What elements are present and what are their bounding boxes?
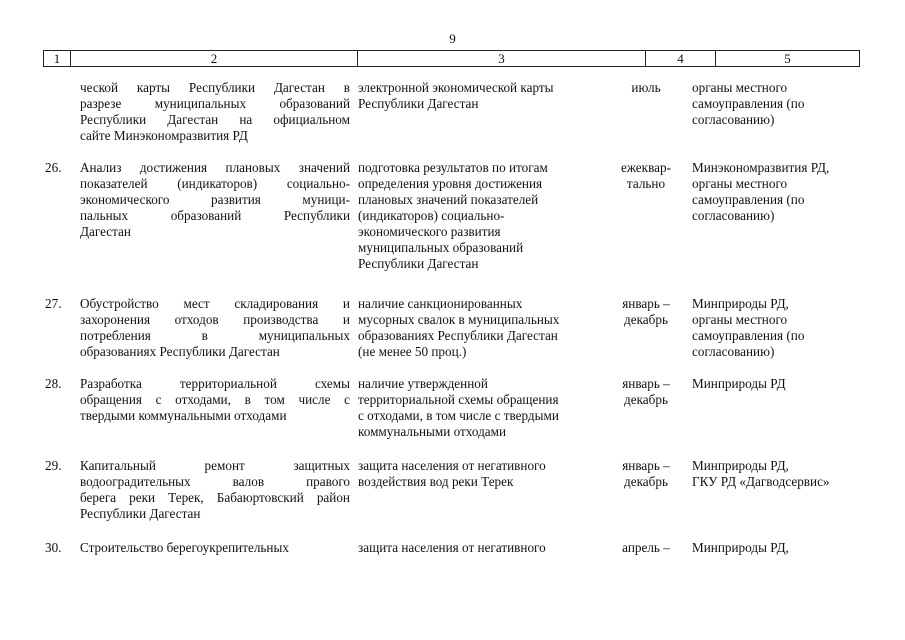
text-line: территориальной схемы обращения	[358, 392, 559, 407]
text-line: согласованию)	[692, 344, 775, 359]
text-line: апрель –	[622, 540, 670, 555]
text-line: согласованию)	[692, 208, 775, 223]
text-line: воздействия вод реки Терек	[358, 474, 514, 489]
cell-responsible	[692, 160, 858, 224]
header-col-5: 5	[784, 51, 791, 66]
text-line: определения уровня достижения	[358, 176, 543, 191]
text-line: коммунальными отходами	[358, 424, 507, 439]
text-line: органы местного	[692, 176, 788, 191]
text-line: Капитальный ремонт защитных	[80, 458, 350, 473]
text-line: Республики Дагестан на официальном	[80, 112, 350, 127]
text-line: Минэкономразвития РД,	[692, 160, 830, 175]
text-line: обращения с отходами, в том числе с	[80, 392, 350, 407]
cell-period	[611, 80, 681, 96]
header-col-2: 2	[71, 51, 358, 66]
cell-period	[611, 160, 681, 192]
text-line: мусорных свалок в муниципальных	[358, 312, 560, 327]
text-line: декабрь	[624, 392, 668, 407]
row-number: 28.	[45, 376, 62, 391]
text-line: образованиях Республики Дагестан	[358, 328, 558, 343]
text-line: ГКУ РД «Дагводсервис»	[692, 474, 830, 489]
text-line: органы местного	[692, 312, 788, 327]
text-line: Дагестан	[80, 224, 131, 239]
text-line: пальных образований Республики	[80, 208, 350, 223]
text-line: экономического развития	[358, 224, 501, 239]
text-line: сайте Минэкономразвития РД	[80, 128, 248, 143]
text-line: тально	[626, 176, 666, 191]
header-col-1: 1	[44, 51, 71, 66]
cell-activity	[80, 160, 350, 240]
text-line: ежеквар-	[621, 160, 671, 175]
cell-activity	[80, 296, 350, 360]
cell-result	[358, 540, 606, 556]
text-line: (не менее 50 проц.)	[358, 344, 467, 359]
cell-period	[611, 296, 681, 328]
cell-responsible	[692, 80, 858, 128]
text-line: Анализ достижения плановых значений	[80, 160, 350, 175]
text-line: потребления в муниципальных	[80, 328, 350, 343]
text-line: образованиях Республики Дагестан	[80, 344, 280, 359]
text-line: водооградительных валов правого	[80, 474, 350, 489]
text-line: январь –	[622, 458, 670, 473]
text-line: Минприроды РД,	[692, 540, 789, 555]
text-line: защита населения от негативного	[358, 540, 546, 555]
text-line: Обустройство мест складирования и	[80, 296, 350, 311]
text-line: самоуправления (по	[692, 192, 805, 207]
text-line: подготовка результатов по итогам	[358, 160, 548, 175]
text-line: экономического развития муници-	[80, 192, 350, 207]
text-line: показателей (индикаторов) социально-	[80, 176, 350, 191]
row-number: 29.	[45, 458, 62, 473]
cell-result	[358, 160, 606, 272]
cell-period	[611, 458, 681, 490]
cell-result	[358, 376, 606, 440]
table-header	[43, 50, 860, 67]
text-line: самоуправления (по	[692, 96, 805, 111]
text-line: Разработка территориальной схемы	[80, 376, 350, 391]
header-col-3: 3	[358, 51, 646, 66]
text-line: июль	[631, 80, 661, 95]
text-line: Строительство берегоукрепительных	[80, 540, 289, 555]
text-line: разрезе муниципальных образований	[80, 96, 350, 111]
text-line: органы местного	[692, 80, 788, 95]
text-line: Республики Дагестан	[358, 96, 479, 111]
text-line: ческой карты Республики Дагестан в	[80, 80, 350, 95]
cell-activity	[80, 376, 350, 424]
text-line: наличие санкционированных	[358, 296, 523, 311]
text-line: январь –	[622, 296, 670, 311]
header-col-4: 4	[646, 51, 716, 66]
cell-responsible	[692, 540, 858, 556]
text-line: самоуправления (по	[692, 328, 805, 343]
text-line: согласованию)	[692, 112, 775, 127]
row-number: 26.	[45, 160, 62, 175]
cell-result	[358, 296, 606, 360]
text-line: (индикаторов) социально-	[358, 208, 505, 223]
text-line: Минприроды РД,	[692, 296, 789, 311]
text-line: захоронения отходов производства и	[80, 312, 350, 327]
cell-result	[358, 458, 606, 490]
text-line: январь –	[622, 376, 670, 391]
page-number: 9	[449, 31, 456, 46]
text-line: с отходами, в том числе с твердыми	[358, 408, 559, 423]
row-number: 30.	[45, 540, 62, 555]
text-line: берега реки Терек, Бабаюртовский район	[80, 490, 350, 505]
text-line: твердыми коммунальными отходами	[80, 408, 287, 423]
cell-period	[611, 376, 681, 408]
cell-activity	[80, 540, 350, 556]
cell-activity	[80, 458, 350, 522]
text-line: муниципальных образований	[358, 240, 524, 255]
text-line: декабрь	[624, 312, 668, 327]
cell-activity	[80, 80, 350, 144]
cell-responsible	[692, 458, 858, 490]
cell-responsible	[692, 296, 858, 360]
text-line: Минприроды РД,	[692, 458, 789, 473]
text-line: плановых значений показателей	[358, 192, 539, 207]
text-line: Минприроды РД	[692, 376, 786, 391]
cell-period	[611, 540, 681, 556]
text-line: декабрь	[624, 474, 668, 489]
cell-result	[358, 80, 606, 112]
cell-responsible	[692, 376, 858, 392]
text-line: электронной экономической карты	[358, 80, 554, 95]
text-line: наличие утвержденной	[358, 376, 488, 391]
text-line: защита населения от негативного	[358, 458, 546, 473]
row-number: 27.	[45, 296, 62, 311]
text-line: Республики Дагестан	[80, 506, 201, 521]
text-line: Республики Дагестан	[358, 256, 479, 271]
